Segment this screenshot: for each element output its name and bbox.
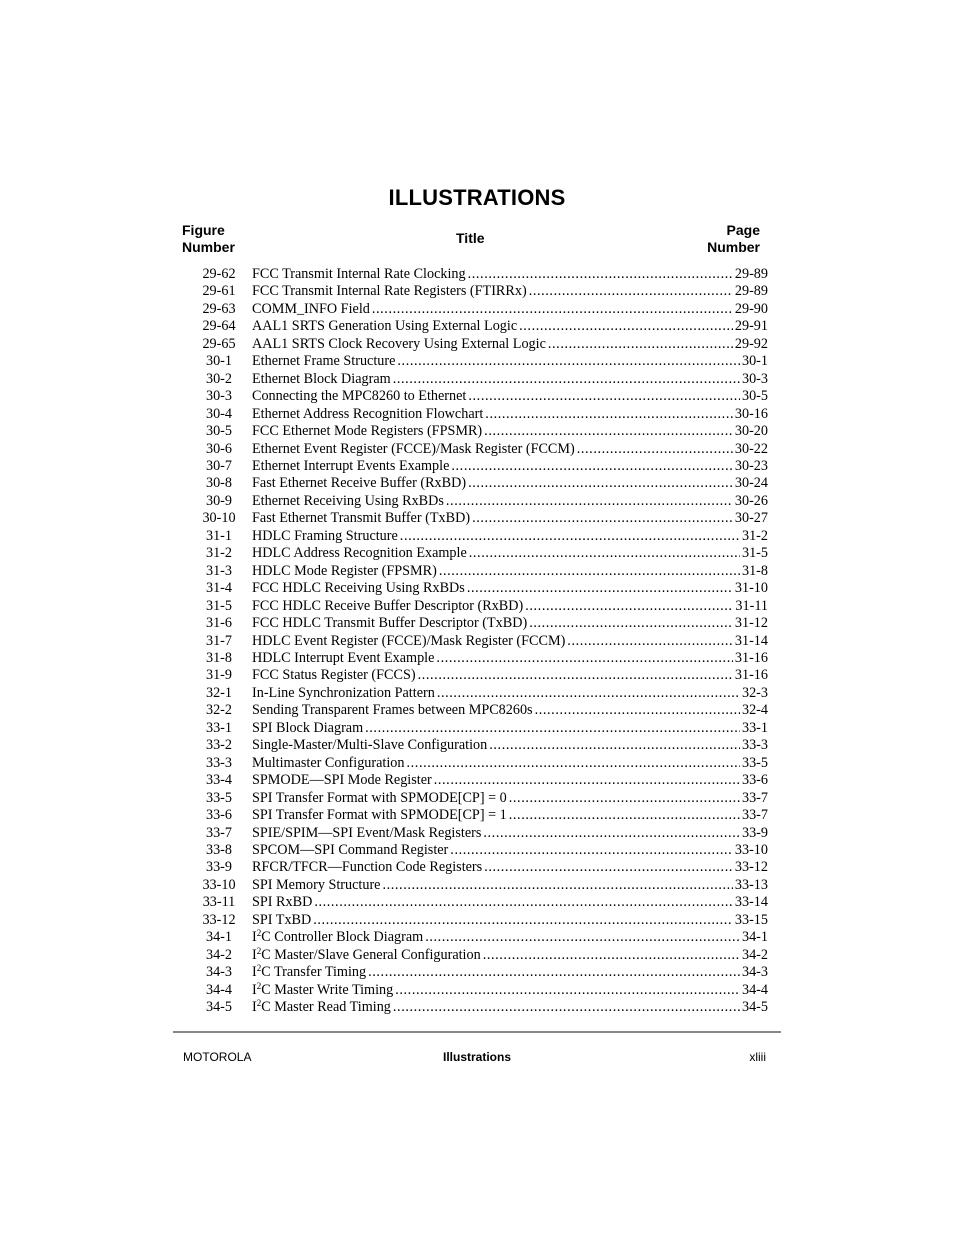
figure-title [252,510,472,527]
figure-title-text: FCC Status Register (FCCS) [252,667,416,684]
figure-number: 34-2 [205,946,232,963]
figure-title-text: Ethernet Frame Structure [252,353,396,370]
figure-title-text: FCC HDLC Transmit Buffer Descriptor (TxBD) [252,615,528,632]
footer-rule [173,1031,781,1033]
figure-title [252,807,509,824]
figure-title-text: C Controller Block Diagram [261,929,424,946]
list-item[interactable] [186,580,768,597]
figure-number: 30-4 [205,405,232,422]
figure-title [252,336,548,353]
figure-title-text: Fast Ethernet Receive Buffer (RxBD) [252,475,467,492]
dot-leader [577,441,733,458]
page-number: 33-7 [741,789,768,806]
figure-title-text: HDLC Event Register (FCCE)/Mask Register (FCCM) [252,632,566,649]
figure-title-text: Connecting the MPC8260 to Ethernet [252,388,467,405]
page-number: 33-7 [741,807,768,824]
dot-leader [529,615,733,632]
dot-leader [368,964,740,981]
page-header-line1: Page [726,222,760,238]
page-number: 34-4 [741,981,768,998]
dot-leader [467,580,733,597]
list-item[interactable] [186,371,768,388]
figure-title-prefix: I [252,929,257,946]
page-number: 31-11 [735,597,768,614]
figure-title [252,528,400,545]
dot-leader [525,598,733,615]
figure-title-text: SPI Memory Structure [252,876,381,893]
page-number: 33-15 [734,911,768,928]
list-item[interactable] [186,493,768,510]
figure-title-text: Ethernet Block Diagram [252,370,391,387]
list-item[interactable] [186,598,768,615]
figure-title [252,318,519,335]
list-item[interactable] [186,458,768,475]
figure-title-text: In-Line Synchronization Pattern [252,684,435,701]
page-number: 30-20 [734,423,768,440]
figure-number: 33-6 [205,807,232,824]
page-number: 33-10 [734,841,768,858]
dot-leader [418,667,733,684]
list-item[interactable] [186,790,768,807]
list-item[interactable] [186,545,768,562]
figure-number: 33-3 [205,754,232,771]
figure-title [252,650,436,667]
dot-leader [425,929,740,946]
figure-title-superscript: 2 [256,980,262,991]
figure-title [252,353,397,370]
list-item[interactable] [186,266,768,283]
figure-title [252,283,529,300]
page-number: 31-16 [734,649,768,666]
list-item[interactable] [186,825,768,842]
figure-title-text: Sending Transparent Frames between MPC8260s [252,702,533,719]
figure-title-text: Ethernet Event Register (FCCE)/Mask Register (FCCM) [252,440,575,457]
list-item[interactable] [186,894,768,911]
page-number: 31-10 [734,580,768,597]
page-number: 30-5 [741,388,768,405]
figure-title [252,441,577,458]
figure-number: 33-2 [205,737,232,754]
figure-title-text: C Master Read Timing [261,999,391,1016]
figure-number-header [182,222,235,256]
dot-leader [469,545,740,562]
figure-number: 30-9 [205,492,232,509]
list-item[interactable] [186,982,768,999]
figure-title [252,580,467,597]
figure-number: 30-5 [205,423,232,440]
dot-leader [519,318,733,335]
list-item[interactable] [186,737,768,754]
figure-title-superscript: 2 [256,945,262,956]
footer-section-title: Illustrations [442,1050,511,1064]
figure-title-text: SPI RxBD [252,894,313,911]
figure-title [252,772,434,789]
list-item[interactable] [186,947,768,964]
page-number: 34-3 [741,964,768,981]
dot-leader [483,947,740,964]
footer-company: MOTOROLA [183,1050,252,1064]
figure-number: 29-64 [202,318,236,335]
figure-title-prefix: I [252,964,257,981]
dot-leader [400,528,740,545]
page-number: 31-8 [741,562,768,579]
figure-title [252,702,535,719]
figure-title-superscript: 2 [256,998,262,1009]
figure-number: 33-10 [202,876,236,893]
figure-number: 29-61 [202,283,236,300]
figure-title-prefix: I [252,999,257,1016]
figure-number: 30-8 [205,475,232,492]
list-item[interactable] [186,877,768,894]
dot-leader [509,807,740,824]
figure-title [252,423,484,440]
figure-number: 31-9 [205,667,232,684]
figure-title-text: SPI Transfer Format with SPMODE[CP] = 1 [252,807,507,824]
figure-title-superscript: 2 [256,963,262,974]
dot-leader [450,842,733,859]
figure-title [252,266,468,283]
dot-leader [434,772,740,789]
figure-title-superscript: 2 [256,928,262,939]
figure-title [252,406,485,423]
dot-leader [468,475,733,492]
page-number: 30-22 [734,440,768,457]
figure-title-text: C Master/Slave General Configuration [261,946,481,963]
figure-number: 31-3 [205,562,232,579]
page-number: 34-1 [741,929,768,946]
figure-title-text: RFCR/TFCR—Function Code Registers [252,859,483,876]
figure-title [252,964,368,981]
figure-title-text: C Transfer Timing [261,964,367,981]
page-number: 34-5 [741,999,768,1016]
figure-title [252,667,418,684]
figure-number: 33-8 [205,841,232,858]
page-number: 30-23 [734,457,768,474]
list-item[interactable] [186,702,768,719]
page-number: 29-89 [734,283,768,300]
list-item[interactable] [186,842,768,859]
figure-number: 34-3 [205,964,232,981]
figure-number: 30-3 [205,388,232,405]
list-item[interactable] [186,615,768,632]
figure-title-text: HDLC Mode Register (FPSMR) [252,562,437,579]
figure-title-text: Fast Ethernet Transmit Buffer (TxBD) [252,510,471,527]
figure-number: 31-4 [205,580,232,597]
figure-title [252,929,425,946]
page-number: 33-14 [734,894,768,911]
figure-number: 33-5 [205,789,232,806]
dot-leader [446,493,733,510]
figure-number: 33-11 [202,894,236,911]
figure-number: 33-1 [205,719,232,736]
figure-number: 29-65 [202,335,236,352]
page-number: 31-5 [741,545,768,562]
figure-title [252,458,451,475]
figure-header-line2: Number [182,239,235,255]
page-number: 33-3 [741,737,768,754]
figure-title [252,545,469,562]
dot-leader [314,894,733,911]
figure-title-text: Ethernet Interrupt Events Example [252,457,450,474]
page-number: 33-9 [741,824,768,841]
dot-leader [393,999,740,1016]
dot-leader [535,702,740,719]
figure-title-text: FCC Transmit Internal Rate Registers (FTIRRx) [252,283,527,300]
list-item[interactable] [186,650,768,667]
page-number: 31-16 [734,667,768,684]
figure-number: 33-9 [205,859,232,876]
list-item[interactable] [186,859,768,876]
list-item[interactable] [186,772,768,789]
list-item[interactable] [186,475,768,492]
figure-title-text: SPCOM—SPI Command Register [252,841,449,858]
figure-number: 33-4 [205,772,232,789]
dot-leader [484,423,733,440]
dot-leader [395,982,740,999]
list-item[interactable] [186,353,768,370]
figure-number: 31-1 [205,527,232,544]
figure-title-text: C Master Write Timing [261,981,394,998]
figure-title [252,685,437,702]
dot-leader [397,353,740,370]
dot-leader [529,283,733,300]
page-number: 31-12 [734,615,768,632]
page-number: 32-3 [741,684,768,701]
figure-title-text: AAL1 SRTS Clock Recovery Using External Logic [252,335,546,352]
figure-title [252,563,439,580]
figure-title [252,475,468,492]
dot-leader [483,825,740,842]
figure-title [252,842,450,859]
figure-title-text: SPI Block Diagram [252,719,364,736]
footer-page-number: xliii [749,1050,766,1064]
dot-leader [372,301,733,318]
title-header: Title [456,230,485,246]
dot-leader [485,406,733,423]
figure-number: 34-5 [205,999,232,1016]
figure-title-text: SPMODE—SPI Mode Register [252,772,432,789]
list-item[interactable] [186,406,768,423]
figure-title-prefix: I [252,946,257,963]
page-number: 30-26 [734,492,768,509]
figure-number: 31-6 [205,615,232,632]
list-item[interactable] [186,318,768,335]
figure-title-text: AAL1 SRTS Generation Using External Logic [252,318,518,335]
page-number: 29-89 [734,266,768,282]
list-item[interactable] [186,912,768,929]
figure-title [252,720,365,737]
list-item[interactable] [186,441,768,458]
figure-title [252,755,407,772]
list-item[interactable] [186,510,768,527]
figure-title-text: HDLC Interrupt Event Example [252,649,435,666]
page-number: 30-3 [741,370,768,387]
list-item[interactable] [186,929,768,946]
figure-title-prefix: I [252,981,257,998]
page-number: 31-2 [741,527,768,544]
dot-leader [489,737,740,754]
list-item[interactable] [186,388,768,405]
dot-leader [436,650,732,667]
figure-title [252,371,393,388]
list-item[interactable] [186,336,768,353]
page-number: 33-5 [741,754,768,771]
dot-leader [407,755,740,772]
list-item[interactable] [186,563,768,580]
figure-number: 30-10 [202,510,236,527]
figure-title-text: COMM_INFO Field [252,300,370,317]
dot-leader [484,859,733,876]
page-number: 33-13 [734,876,768,893]
list-item[interactable] [186,283,768,300]
page-number: 33-12 [734,859,768,876]
page-number: 29-90 [734,300,768,317]
figure-title [252,859,484,876]
figure-number: 31-7 [205,632,232,649]
dot-leader [548,336,733,353]
figure-title-text: FCC Ethernet Mode Registers (FPSMR) [252,423,483,440]
dot-leader [437,685,740,702]
page-header-line2: Number [707,239,760,255]
list-item[interactable] [186,720,768,737]
figure-title-text: SPIE/SPIM—SPI Event/Mask Registers [252,824,482,841]
list-item[interactable] [186,807,768,824]
figure-number: 34-1 [205,929,232,946]
dot-leader [468,266,733,283]
figure-title-text: FCC Transmit Internal Rate Clocking [252,266,466,282]
page-number: 34-2 [741,946,768,963]
page-number: 33-1 [741,719,768,736]
figure-title [252,877,382,894]
list-item[interactable] [186,528,768,545]
figure-title [252,633,567,650]
page-number: 32-4 [741,702,768,719]
figure-number: 30-7 [205,457,232,474]
dot-leader [509,790,740,807]
figure-title [252,825,483,842]
figure-header-line1: Figure [182,222,225,238]
page-number: 30-1 [741,353,768,370]
list-item[interactable] [186,755,768,772]
figure-title-text: HDLC Address Recognition Example [252,545,467,562]
dot-leader [472,510,733,527]
page-number: 29-91 [734,318,768,335]
figure-title [252,947,483,964]
figure-title [252,999,393,1016]
dot-leader [393,371,740,388]
dot-leader [313,912,733,929]
figure-title-text: FCC HDLC Receive Buffer Descriptor (RxBD) [252,597,524,614]
page-number: 30-27 [734,510,768,527]
list-item[interactable] [186,685,768,702]
figure-number: 33-12 [202,911,236,928]
figure-number: 31-8 [205,649,232,666]
list-item[interactable] [186,667,768,684]
page-number-header [707,222,760,256]
figure-title [252,301,372,318]
page-number: 29-92 [734,335,768,352]
dot-leader [567,633,733,650]
figure-title-text: Multimaster Configuration [252,754,405,771]
figure-number: 31-2 [205,545,232,562]
figure-number: 29-62 [202,266,236,282]
figure-number: 32-2 [205,702,232,719]
page-number: 30-16 [734,405,768,422]
dot-leader [451,458,733,475]
figure-title [252,790,509,807]
figure-number: 29-63 [202,300,236,317]
dot-leader [468,388,740,405]
figure-title-text: Ethernet Address Recognition Flowchart [252,405,484,422]
figure-number: 34-4 [205,981,232,998]
list-item[interactable] [186,423,768,440]
figure-title [252,615,529,632]
list-item[interactable] [186,999,768,1016]
figure-number: 30-2 [205,370,232,387]
dot-leader [439,563,740,580]
figure-title [252,493,446,510]
figure-number: 31-5 [205,597,232,614]
figure-number: 32-1 [205,684,232,701]
page-number: 30-24 [734,475,768,492]
page-number: 33-6 [741,772,768,789]
illustrations-list [186,266,768,1016]
figure-number: 30-6 [205,440,232,457]
figure-title-text: SPI TxBD [252,911,312,928]
dot-leader [382,877,732,894]
figure-title [252,982,395,999]
dot-leader [365,720,740,737]
figure-title-text: FCC HDLC Receiving Using RxBDs [252,580,465,597]
figure-number: 30-1 [205,353,232,370]
list-item[interactable] [186,964,768,981]
page-title: ILLUSTRATIONS [388,185,566,210]
figure-title-text: SPI Transfer Format with SPMODE[CP] = 0 [252,789,507,806]
figure-title [252,737,489,754]
figure-title-text: HDLC Framing Structure [252,527,398,544]
figure-title [252,894,314,911]
figure-title [252,388,468,405]
figure-title-text: Single-Master/Multi-Slave Configuration [252,737,488,754]
list-item[interactable] [186,301,768,318]
figure-title-text: Ethernet Receiving Using RxBDs [252,492,444,509]
page-number: 31-14 [734,632,768,649]
figure-number: 33-7 [205,824,232,841]
figure-title [252,912,313,929]
figure-title [252,598,525,615]
list-item[interactable] [186,633,768,650]
